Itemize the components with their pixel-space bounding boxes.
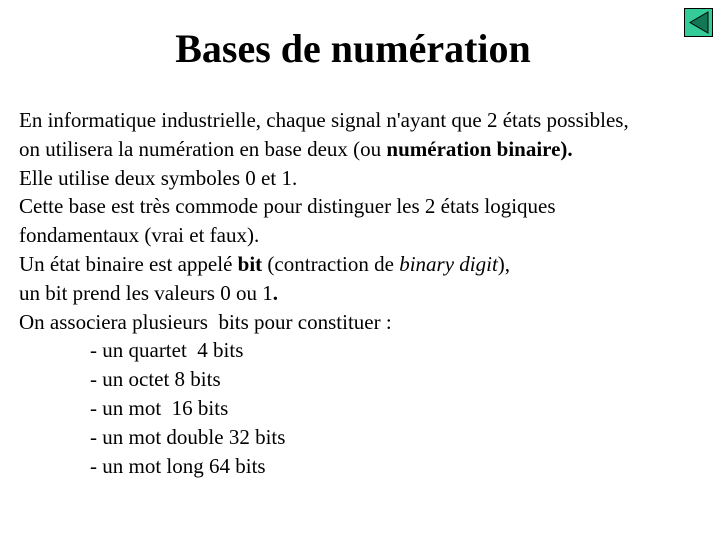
text-line: Elle utilise deux symboles 0 et 1. [19,165,298,190]
list-item: - un quartet 4 bits [90,338,244,363]
text-line [19,250,629,279]
text: Un état binaire est appelé [19,251,238,276]
slide-body [19,106,629,480]
text: un bit prend les valeurs 0 ou 1 [19,280,273,305]
bold-term: bit [237,251,263,276]
text-line [19,135,629,164]
text-line: En informatique industrielle, chaque signal n'ayant que 2 états possibles, [19,108,629,132]
list-item: - un mot long 64 bits [90,453,266,478]
italic-term: binary digit [399,251,498,276]
text-line [19,279,629,308]
text-line: fondamentaux (vrai et faux). [19,223,260,248]
bold-term: numération binaire). [386,136,573,161]
list-item: - un octet 8 bits [90,367,221,392]
text: (contraction de [262,251,400,276]
list-item: - un mot 16 bits [90,395,229,420]
back-button[interactable] [684,8,713,37]
text: . [272,280,278,305]
back-triangle-icon [685,9,712,36]
text: on utilisera la numération en base deux (ou [19,136,387,161]
text-line: Cette base est très commode pour distinguer les 2 états logiques [19,194,556,219]
page-title: Bases de numération [175,26,531,71]
list-item: - un mot double 32 bits [90,424,286,449]
text: ), [497,251,511,276]
text-line: On associera plusieurs bits pour constituer : [19,309,392,334]
